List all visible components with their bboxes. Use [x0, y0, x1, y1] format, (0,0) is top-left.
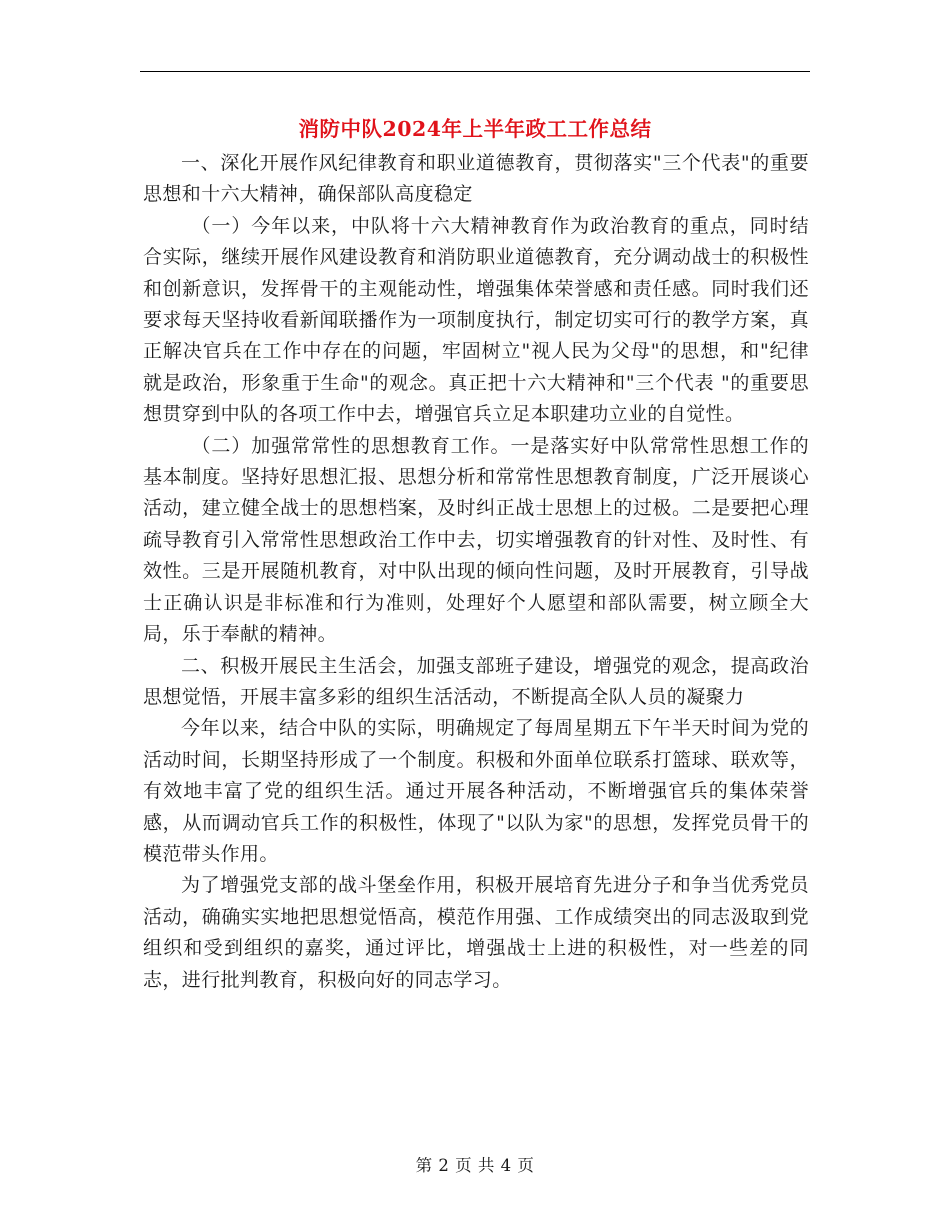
document-body: [143, 148, 809, 996]
paragraph-2-2: 为了增强党支部的战斗堡垒作用，积极开展培育先进分子和争当优秀党员活动，确确实实地把思想觉悟高，模范作用强、工作成绩突出的同志汲取到党组织和受到组织的嘉奖，通过评比，增强战士上进的积极性，对一些差的同志，进行批判教育，积极向好的同志学习。: [143, 874, 809, 991]
document-title: 消防中队2024年上半年政工工作总结: [298, 117, 652, 141]
section-heading-1: 一、深化开展作风纪律教育和职业道德教育，贯彻落实"三个代表"的重要思想和十六大精神，确保部队高度稳定: [143, 152, 809, 206]
header-rule: [140, 71, 810, 72]
paragraph-2-1: 今年以来，结合中队的实际，明确规定了每周星期五下午半天时间为党的活动时间，长期坚持形成了一个制度。积极和外面单位联系打篮球、联欢等，有效地丰富了党的组织生活。通过开展各种活动，不断增强官兵的集体荣誉感，从而调动官兵工作的积极性，体现了"以队为家"的思想，发挥党员骨干的模范带头作用。: [143, 717, 809, 865]
page-number-footer: 第 2 页 共 4 页: [415, 1156, 535, 1175]
paragraph-1-1: （一）今年以来，中队将十六大精神教育作为政治教育的重点，同时结合实际，继续开展作风建设教育和消防职业道德教育，充分调动战士的积极性和创新意识，发挥骨干的主观能动性，增强集体荣誉感和责任感。同时我们还要求每天坚持收看新闻联播作为一项制度执行，制定切实可行的教学方案，真正解决官兵在工作中存在的问题，牢固树立"视人民为父母"的思想，和"纪律就是政治，形象重于生命"的观念。真正把十六大精神和"三个代表 "的重要思想贯穿到中队的各项工作中去，增强官兵立足本职建功立业的自觉性。: [143, 214, 809, 426]
section-heading-2: 二、积极开展民主生活会，加强支部班子建设，增强党的观念，提高政治思想觉悟，开展丰富多彩的组织生活活动，不断提高全队人员的凝聚力: [143, 654, 809, 708]
paragraph-1-2: （二）加强常常性的思想教育工作。一是落实好中队常常性思想工作的基本制度。坚持好思想汇报、思想分析和常常性思想教育制度，广泛开展谈心活动，建立健全战士的思想档案，及时纠正战士思想上的过极。二是要把心理疏导教育引入常常性思想政治工作中去，切实增强教育的针对性、及时性、有效性。三是开展随机教育，对中队出现的倾向性问题，及时开展教育，引导战士正确认识是非标准和行为准则，处理好个人愿望和部队需要，树立顾全大局，乐于奉献的精神。: [143, 434, 809, 646]
